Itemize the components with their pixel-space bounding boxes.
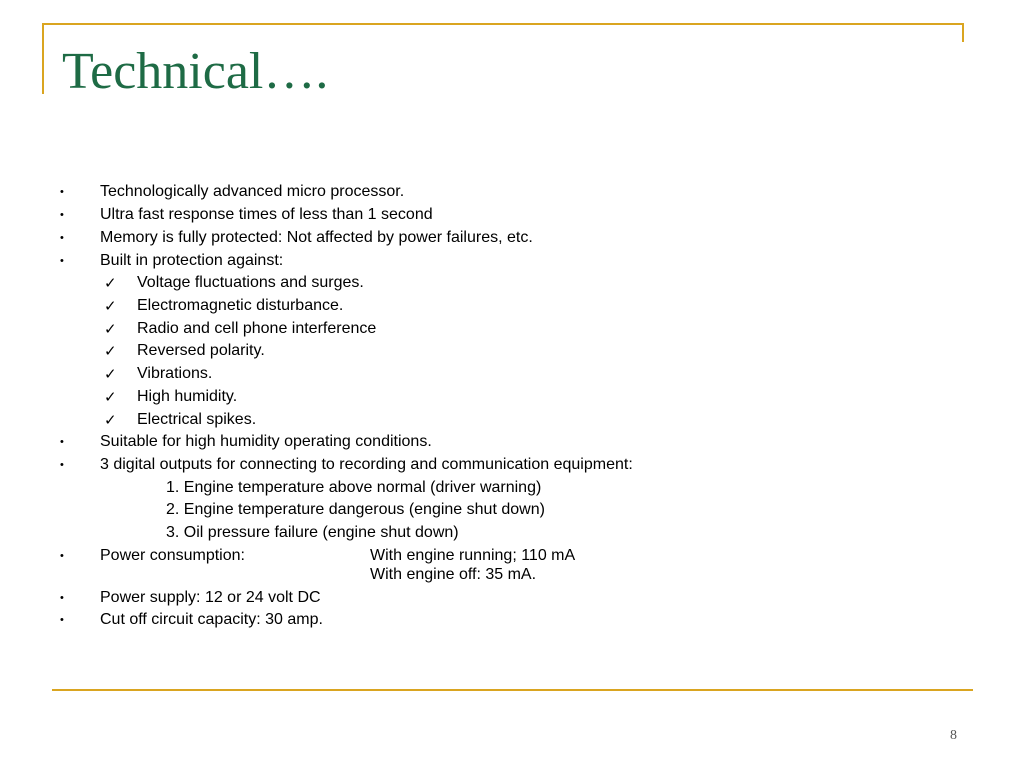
protection-text: Vibrations. xyxy=(137,365,213,382)
bullet-marker: • xyxy=(60,614,64,626)
output-text: 2. Engine temperature dangerous (engine shut down) xyxy=(166,501,545,518)
protection-text: Electromagnetic disturbance. xyxy=(137,297,344,314)
bullet-text: Suitable for high humidity operating conditions. xyxy=(100,433,432,450)
bullet-text: Technologically advanced micro processor. xyxy=(100,183,405,200)
protection-text: Radio and cell phone interference xyxy=(137,320,377,337)
checkmark-icon: ✓ xyxy=(104,411,117,429)
output-text: 1. Engine temperature above normal (driver warning) xyxy=(166,479,542,496)
protection-text: Electrical spikes. xyxy=(137,411,257,428)
protection-text: High humidity. xyxy=(137,388,238,405)
bullet-marker: • xyxy=(60,436,64,448)
checkmark-icon: ✓ xyxy=(104,320,117,338)
bullet-marker: • xyxy=(60,209,64,221)
checkmark-icon: ✓ xyxy=(104,365,117,383)
bullet-text: Built in protection against: xyxy=(100,252,284,269)
bullet-text: Memory is fully protected: Not affected by power failures, etc. xyxy=(100,229,533,246)
protection-text: Reversed polarity. xyxy=(137,342,265,359)
bullet-text: Ultra fast response times of less than 1 second xyxy=(100,206,433,223)
bullet-text: Power supply: 12 or 24 volt DC xyxy=(100,589,321,606)
checkmark-icon: ✓ xyxy=(104,297,117,315)
power-consumption-label: Power consumption: xyxy=(100,547,245,564)
power-consumption-off: With engine off: 35 mA. xyxy=(370,566,537,583)
bullet-marker: • xyxy=(60,550,64,562)
checkmark-icon: ✓ xyxy=(104,342,117,360)
page-number: 8 xyxy=(950,728,957,743)
bottom-rule xyxy=(52,689,973,691)
bullet-marker: • xyxy=(60,186,64,198)
bullet-text: 3 digital outputs for connecting to recording and communication equipment: xyxy=(100,456,633,473)
checkmark-icon: ✓ xyxy=(104,274,117,292)
bullet-marker: • xyxy=(60,232,64,244)
bullet-marker: • xyxy=(60,459,64,471)
protection-text: Voltage fluctuations and surges. xyxy=(137,274,364,291)
checkmark-icon: ✓ xyxy=(104,388,117,406)
bullet-text: Cut off circuit capacity: 30 amp. xyxy=(100,611,323,628)
power-consumption-running: With engine running; 110 mA xyxy=(370,547,576,564)
bullet-marker: • xyxy=(60,255,64,267)
bullet-marker: • xyxy=(60,592,64,604)
slide-title: Technical…. xyxy=(62,43,329,100)
output-text: 3. Oil pressure failure (engine shut down) xyxy=(166,524,459,541)
